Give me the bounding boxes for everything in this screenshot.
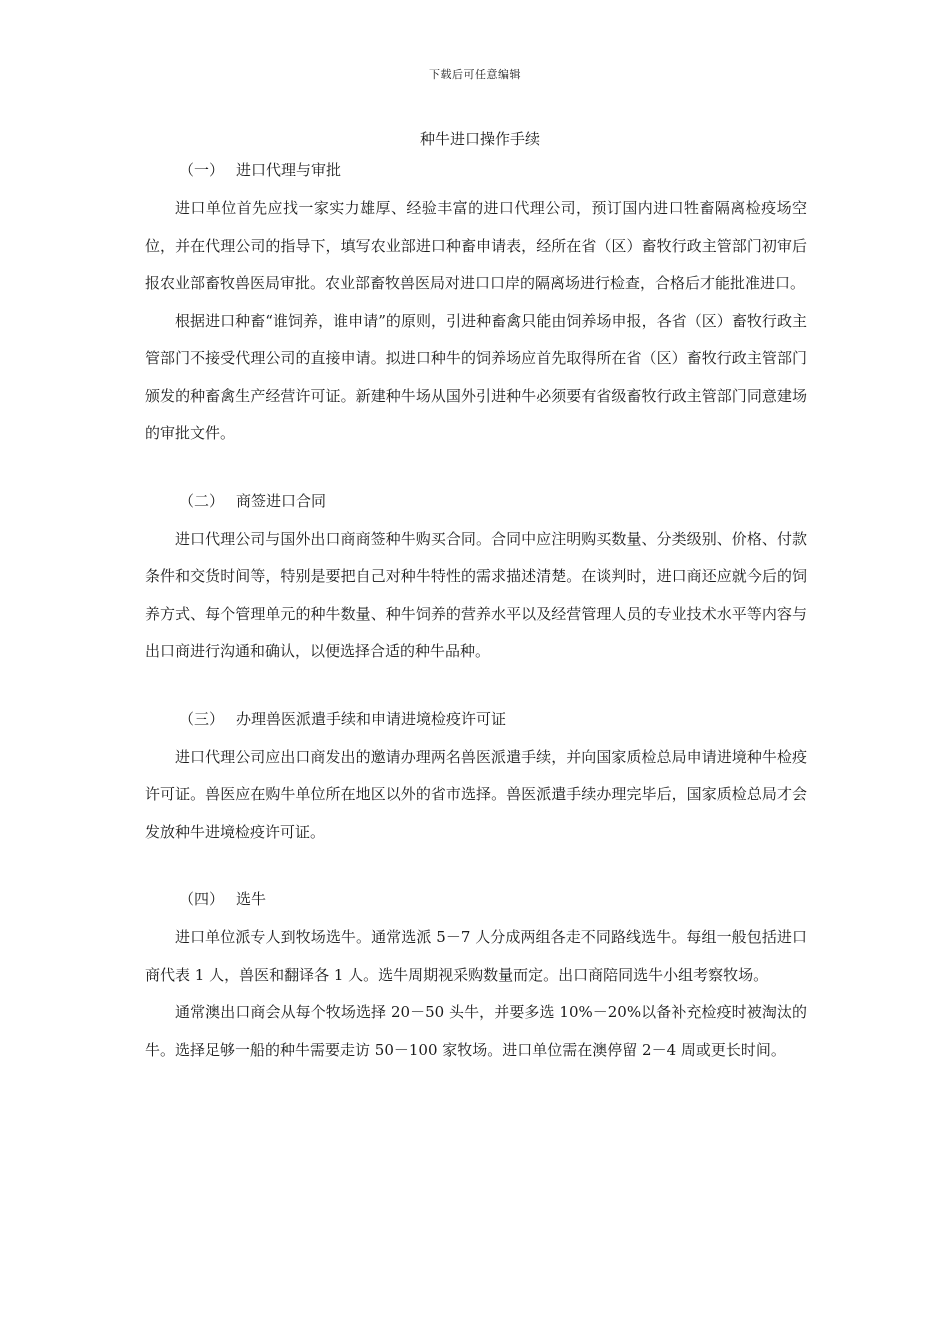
section-number: （二） xyxy=(179,491,225,510)
section-number: （一） xyxy=(179,161,225,179)
document-title: 种牛进口操作手续 xyxy=(419,130,540,148)
section-heading xyxy=(145,156,807,184)
document-body xyxy=(145,124,807,1069)
paragraph: 进口单位首先应找一家实力雄厚、经验丰富的进口代理公司，预订国内进口牲畜隔离检疫场空位，并在代理公司的指导下，填写农业部进口种畜申请表，经所在省（区）畜牧行政主管部门初审后报农业部畜牧兽医局审批。农业部畜牧兽医局对进口口岸的隔离场进行检查，合格后才能批准进口。 xyxy=(145,199,807,292)
paragraph: 通常澳出口商会从每个牧场选择 20－50 头牛，并要多选 10%－20%以备补充检疫时被淘汰的牛。选择足够一船的种牛需要走访 50－100 家牧场。进口单位需在澳停留 2－4 周或更长时间。 xyxy=(145,1003,807,1059)
section-title: 商签进口合同 xyxy=(236,491,327,510)
section-spacer xyxy=(145,453,807,487)
paragraph: 进口代理公司应出口商发出的邀请办理两名兽医派遣手续，并向国家质检总局申请进境种牛检疫许可证。兽医应在购牛单位所在地区以外的省市选择。兽医派遣手续办理完毕后，国家质检总局才会发放种牛进境检疫许可证。 xyxy=(145,747,807,841)
page-header: 下载后可任意编辑 xyxy=(429,68,521,81)
section-heading xyxy=(145,705,807,733)
paragraph: 进口单位派专人到牧场选牛。通常选派 5－7 人分成两组各走不同路线选牛。每组一般包括进口商代表 1 人，兽医和翻译各 1 人。选牛周期视采购数量而定。出口商陪同选牛小组考察牧场。 xyxy=(145,928,807,984)
section-title: 进口代理与审批 xyxy=(236,161,342,179)
section-title: 选牛 xyxy=(236,890,267,908)
section-number: （三） xyxy=(179,709,225,728)
section-spacer xyxy=(145,671,807,705)
paragraph: 进口代理公司与国外出口商商签种牛购买合同。合同中应注明购买数量、分类级别、价格、付款条件和交货时间等，特别是要把自己对种牛特性的需求描述清楚。在谈判时，进口商还应就今后的饲养方式、每个管理单元的种牛数量、种牛饲养的营养水平以及经营管理人员的专业技术水平等内容与出口商进行沟通和确认，以便选择合适的种牛品种。 xyxy=(145,529,807,660)
paragraph: 根据进口种畜“谁饲养，谁申请”的原则，引进种畜禽只能由饲养场申报，各省（区）畜牧行政主管部门不接受代理公司的直接申请。拟进口种牛的饲养场应首先取得所在省（区）畜牧行政主管部门颁发的种畜禽生产经营许可证。新建种牛场从国外引进种牛必须要有省级畜牧行政主管部门同意建场的审批文件。 xyxy=(145,311,807,442)
section-heading xyxy=(145,885,807,913)
section-heading xyxy=(145,487,807,515)
section-title: 办理兽医派遣手续和申请进境检疫许可证 xyxy=(236,709,507,728)
section-spacer xyxy=(145,851,807,885)
section-number: （四） xyxy=(179,890,225,908)
